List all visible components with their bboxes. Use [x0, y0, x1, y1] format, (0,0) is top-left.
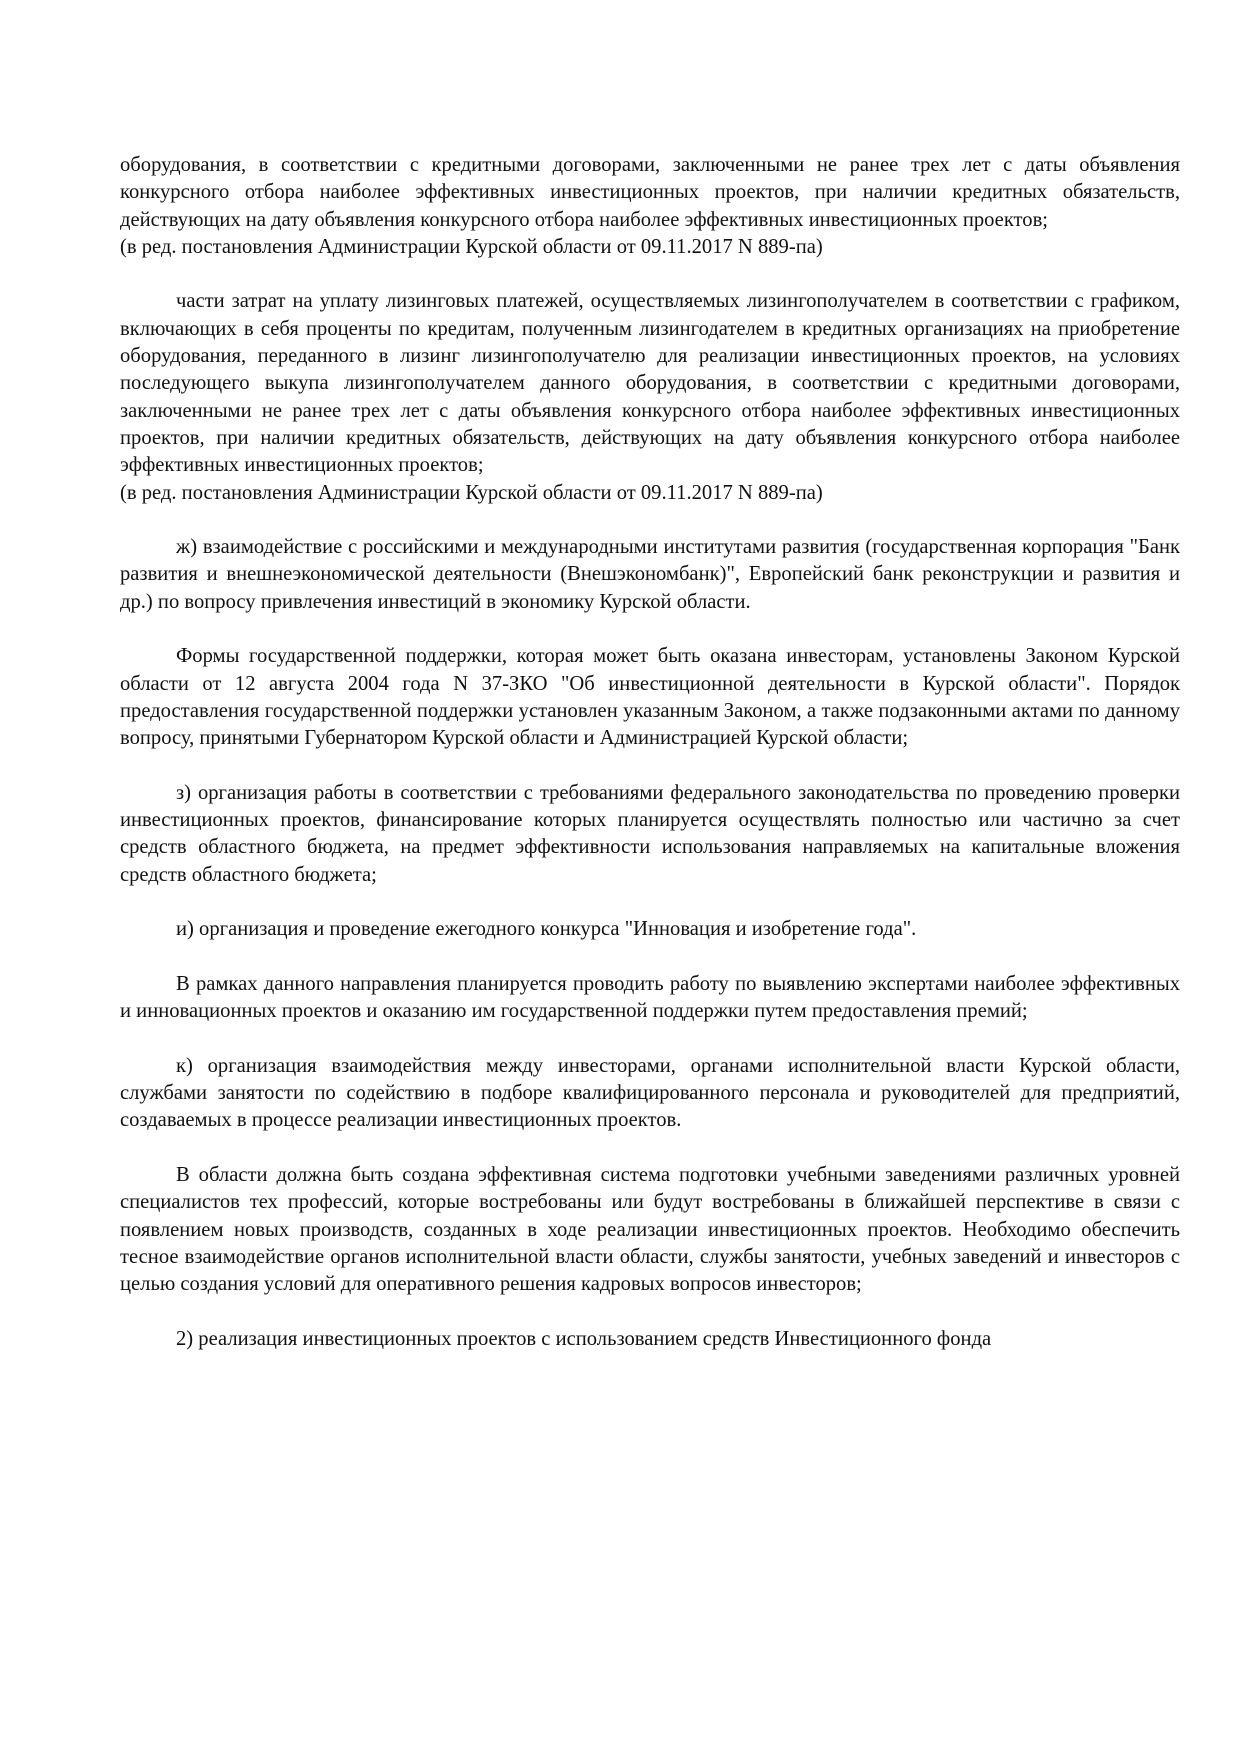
paragraph-premiums: В рамках данного направления планируется проводить работу по выявлению экспертами наиболее эффективных и инновационных проектов и оказанию им государственной поддержки путем предоставления премий; — [120, 972, 1180, 1023]
paragraph-leasing: части затрат на уплату лизинговых платежей, осуществляемых лизингополучателем в соответствии с графиком, включающих в себя проценты по кредитам, полученным лизингодателем в кредитных организациях на приобретение оборудования, переданного в лизинг лизингополучателю для реализации инвестиционных проектов, на условиях последующего выкупа лизингополучателем данного оборудования, в соответствии с кредитными договорами, заключенными не ранее трех лет с даты объявления конкурсного отбора наиболее эффективных инвестиционных проектов, при наличии кредитных обязательств, действующих на дату объявления конкурсного отбора наиболее эффективных инвестиционных проектов; — [120, 290, 1180, 477]
paragraph-continuation: оборудования, в соответствии с кредитными договорами, заключенными не ранее трех лет с даты объявления конкурсного отбора наиболее эффективных инвестиционных проектов, при наличии кредитных обязательств, действующих на дату объявления конкурсного отбора наиболее эффективных инвестиционных проектов; — [120, 154, 1180, 231]
document-page — [120, 152, 1180, 1380]
amendment-note: (в ред. постановления Администрации Курской области от 09.11.2017 N 889-па) — [120, 235, 823, 258]
amendment-note: (в ред. постановления Администрации Курской области от 09.11.2017 N 889-па) — [120, 481, 823, 504]
paragraph-zh: ж) взаимодействие с российскими и международными институтами развития (государственная корпорация "Банк развития и внешнеэкономической деятельности (Внешэкономбанк)", Европейский банк реконструкции и развития и др.) по вопросу привлечения инвестиций в экономику Курской области. — [120, 536, 1180, 613]
paragraph-2: 2) реализация инвестиционных проектов с использованием средств Инвестиционного фонда — [176, 1327, 992, 1350]
paragraph-i: и) организация и проведение ежегодного конкурса "Инновация и изобретение года". — [176, 918, 917, 941]
paragraph-k: к) организация взаимодействия между инвесторами, органами исполнительной власти Курской области, службами занятости по содействию в подборе квалифицированного персонала и руководителей для предприятий, создаваемых в процессе реализации инвестиционных проектов. — [120, 1054, 1180, 1132]
paragraph-support-forms: Формы государственной поддержки, которая может быть оказана инвесторам, установлены Законом Курской области от 12 августа 2004 года N 37-ЗКО "Об инвестиционной деятельности в Курской области". Порядок предоставления государственной поддержки установлен указанным Законом, а также подзаконными актами по данному вопросу, принятыми Губернатором Курской области и Администрацией Курской области; — [120, 645, 1180, 750]
paragraph-training: В области должна быть создана эффективная система подготовки учебными заведениями различных уровней специалистов тех профессий, которые востребованы или будут востребованы в ближайшей перспективе в связи с появлением новых производств, созданных в ходе реализации инвестиционных проектов. Необходимо обеспечить тесное взаимодействие органов исполнительной власти области, службы занятости, учебных заведений и инвесторов с целью создания условий для оперативного решения кадровых вопросов инвесторов; — [120, 1163, 1180, 1296]
paragraph-z: з) организация работы в соответствии с требованиями федерального законодательства по проведению проверки инвестиционных проектов, финансирование которых планируется осуществлять полностью или частично за счет средств областного бюджета, на предмет эффективности использования направляемых на капитальные вложения средств областного бюджета; — [120, 781, 1180, 886]
